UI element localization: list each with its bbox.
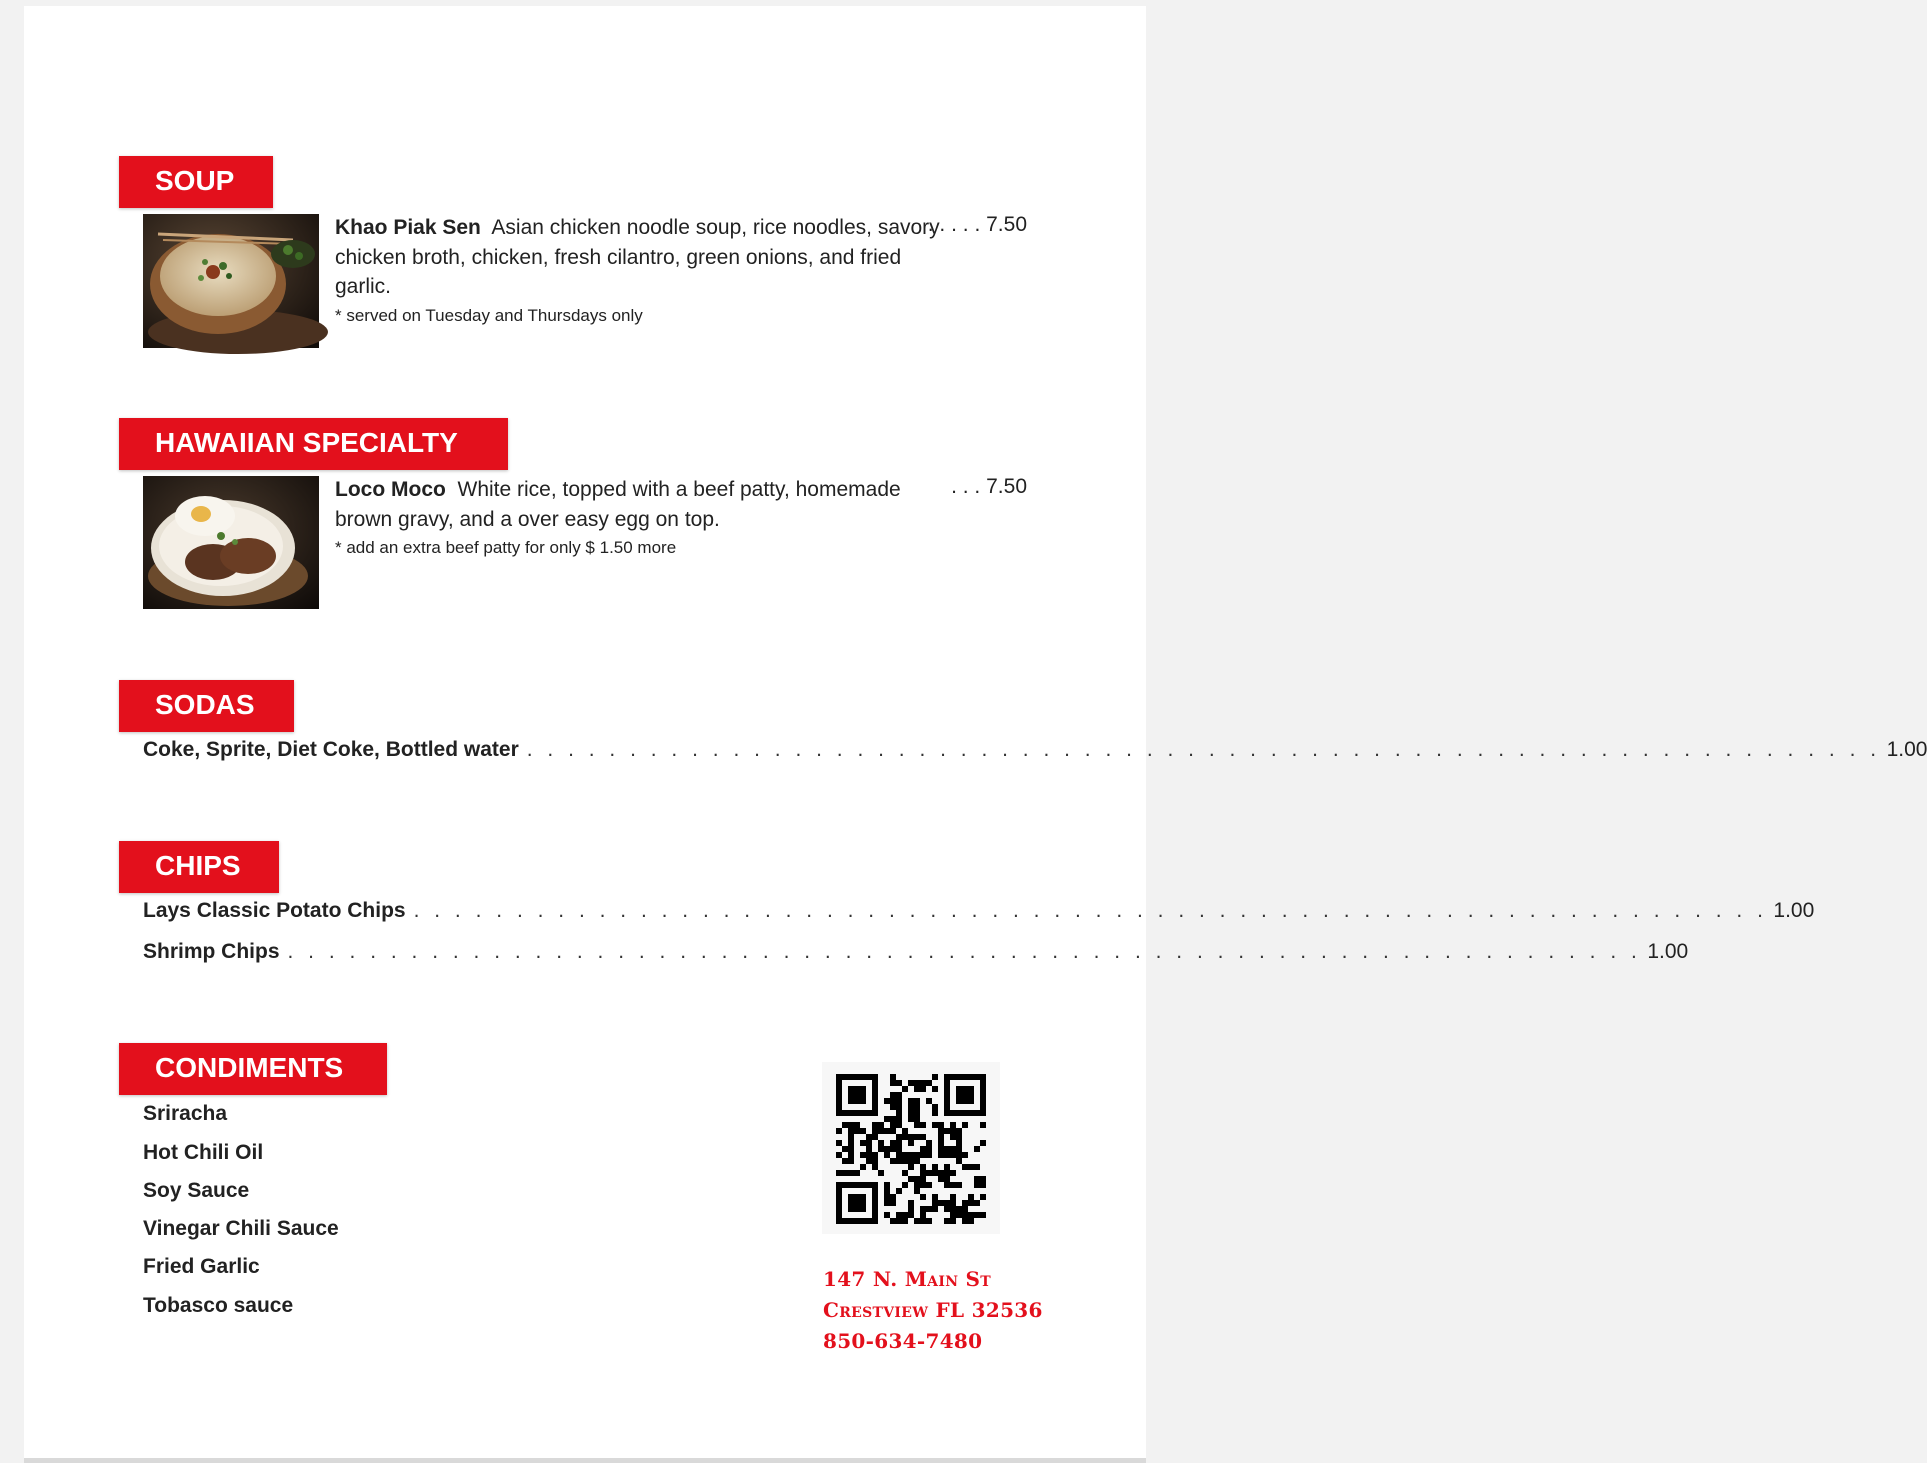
condiment-item: Sriracha (143, 1102, 228, 1125)
item-price: 1.00 (1647, 940, 1689, 963)
item-price: 1.00 (1773, 899, 1815, 922)
menu-item-loco-moco (335, 475, 955, 560)
section-header-soup: SOUP (119, 156, 273, 208)
condiment-item: Hot Chili Oil (143, 1141, 264, 1164)
price-leader: . . . . . . . . . . . . . . . . . . . . . . . . . . . . . . . . . . . . . . . . . . . . . . . . . . . . . . . . . . . . . . . . . . (413, 899, 1768, 922)
address-street: 147 N. Main St (823, 1267, 992, 1291)
condiment-item: Fried Garlic (143, 1255, 260, 1278)
noodle-soup-photo (143, 214, 319, 348)
item-name: Loco Moco (335, 478, 446, 501)
item-price-row (951, 475, 1027, 499)
item-price: 7.50 (986, 475, 1027, 498)
item-name: Lays Classic Potato Chips (143, 899, 406, 922)
contact-block (823, 1264, 1043, 1357)
section-header-condiments: CONDIMENTS (119, 1043, 387, 1095)
menu-item-khao-piak-sen (335, 213, 955, 328)
condiment-item: Soy Sauce (143, 1179, 250, 1202)
section-header-sodas: SODAS (119, 680, 294, 732)
item-price: 1.00 (1886, 738, 1927, 761)
price-leader: . . . (951, 475, 981, 498)
section-header-chips: CHIPS (119, 841, 279, 893)
address-city: Crestview FL 32536 (823, 1298, 1043, 1322)
condiment-item: Tobasco sauce (143, 1294, 294, 1317)
item-note: * served on Tuesday and Thursdays only (335, 305, 643, 325)
item-name: Coke, Sprite, Diet Coke, Bottled water (143, 738, 519, 761)
price-leader: . . . . . . . . . . . . . . . . . . . . . . . . . . . . . . . . . . . . . . . . . . . . . . . . . . . . . . . . . . . . . . . . . . (526, 738, 1881, 761)
section-header-hawaiian: HAWAIIAN SPECIALTY (119, 418, 508, 470)
qr-code-icon[interactable] (822, 1062, 1000, 1239)
item-note: * add an extra beef patty for only $ 1.50 more (335, 538, 677, 557)
item-description: White rice, topped with a beef patty, homemade brown gravy, and a over easy egg on top. (335, 478, 901, 531)
item-name: Shrimp Chips (143, 940, 280, 963)
menu-item-lays-chips (143, 899, 1815, 923)
price-leader: . . . . . . . . . . . . . . . . . . . . . . . . . . . . . . . . . . . . . . . . . . . . . . . . . . . . . . . . . . . . . . . . . . (287, 940, 1642, 963)
item-price: 7.50 (986, 213, 1027, 236)
menu-item-shrimp-chips (143, 940, 1689, 964)
item-price-row (928, 213, 1027, 237)
page-divider (24, 1458, 1146, 1463)
item-description: Asian chicken noodle soup, rice noodles, savory chicken broth, chicken, fresh cilantro, green onions, and fried garlic. (335, 216, 940, 298)
phone-number[interactable]: 850-634-7480 (823, 1329, 983, 1353)
condiment-item: Vinegar Chili Sauce (143, 1217, 339, 1240)
price-leader: . . . . . (927, 213, 981, 236)
menu-item-sodas (143, 738, 1927, 762)
item-name: Khao Piak Sen (335, 216, 481, 239)
loco-moco-photo (143, 476, 319, 609)
